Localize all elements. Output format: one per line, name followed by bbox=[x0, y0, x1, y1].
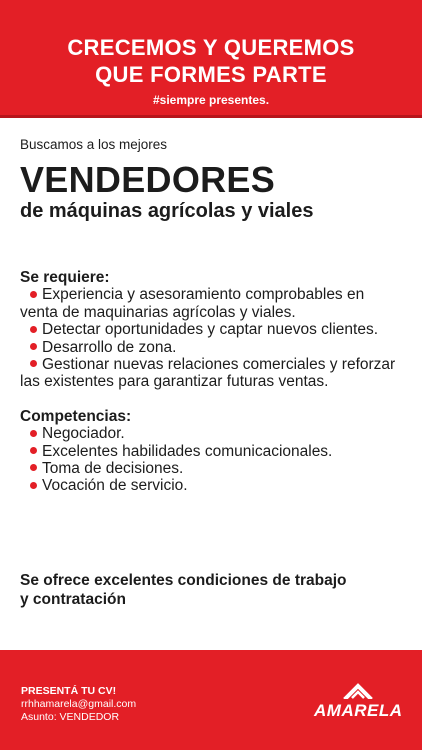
list-item bbox=[20, 286, 404, 321]
contact-email[interactable]: rrhhamarela@gmail.com bbox=[21, 698, 137, 710]
bullet-dot-icon bbox=[30, 464, 37, 471]
competencies-title: Competencias: bbox=[20, 407, 132, 425]
requirement-text: Detectar oportunidades y captar nuevos clientes. bbox=[42, 321, 379, 339]
bullet-dot-icon bbox=[30, 482, 37, 489]
header-headline-line1: CRECEMOS Y QUEREMOS bbox=[67, 35, 355, 60]
job-title: VENDEDORES bbox=[20, 159, 276, 200]
requirement-text: Gestionar nuevas relaciones comerciales y reforzar las existentes para garantizar futuras ventas. bbox=[20, 356, 396, 391]
bullet-dot-icon bbox=[30, 430, 37, 437]
competency-text: Excelentes habilidades comunicacionales. bbox=[42, 442, 333, 460]
bullet-dot-icon bbox=[30, 360, 37, 367]
list-item bbox=[20, 460, 404, 477]
job-details bbox=[20, 269, 404, 495]
offer-line1: Se ofrece excelentes condiciones de trabajo bbox=[20, 572, 347, 589]
bullet-dot-icon bbox=[30, 447, 37, 454]
bullet-dot-icon bbox=[30, 291, 37, 298]
job-subtitle: de máquinas agrícolas y viales bbox=[20, 200, 314, 222]
header-banner bbox=[0, 0, 422, 118]
intro-lead: Buscamos a los mejores bbox=[20, 137, 168, 152]
requirements-list bbox=[20, 286, 404, 390]
requirements-section bbox=[20, 269, 404, 391]
email-subject: Asunto: VENDEDOR bbox=[21, 711, 120, 723]
intro-block bbox=[20, 137, 410, 223]
offer-line2: y contratación bbox=[20, 591, 126, 608]
offer-statement bbox=[20, 571, 404, 609]
list-item bbox=[20, 443, 404, 460]
list-item bbox=[20, 477, 404, 494]
header-headline-line2: QUE FORMES PARTE bbox=[95, 62, 327, 87]
competency-text: Negociador. bbox=[42, 425, 125, 443]
requirement-text: Experiencia y asesoramiento comprobables en venta de maquinarias agrícolas y viales. bbox=[20, 286, 365, 321]
bullet-dot-icon bbox=[30, 326, 37, 333]
list-item bbox=[20, 425, 404, 442]
logo-mark-icon bbox=[343, 683, 373, 699]
amarela-logo bbox=[314, 683, 402, 723]
competencies-section bbox=[20, 408, 404, 495]
list-item bbox=[20, 356, 404, 391]
competency-text: Vocación de servicio. bbox=[42, 477, 188, 495]
cv-call-to-action: PRESENTÁ TU CV! bbox=[21, 685, 117, 697]
competency-text: Toma de decisiones. bbox=[42, 460, 184, 478]
header-tagline: #siempre presentes. bbox=[152, 93, 270, 107]
contact-info bbox=[21, 685, 136, 724]
requirement-text: Desarrollo de zona. bbox=[42, 338, 177, 356]
bullet-dot-icon bbox=[30, 343, 37, 350]
competencies-list bbox=[20, 425, 404, 495]
footer-banner bbox=[0, 650, 422, 750]
logo-wordmark: AMARELA bbox=[314, 701, 403, 720]
requirements-title: Se requiere: bbox=[20, 269, 110, 286]
list-item bbox=[20, 321, 404, 338]
list-item bbox=[20, 339, 404, 356]
